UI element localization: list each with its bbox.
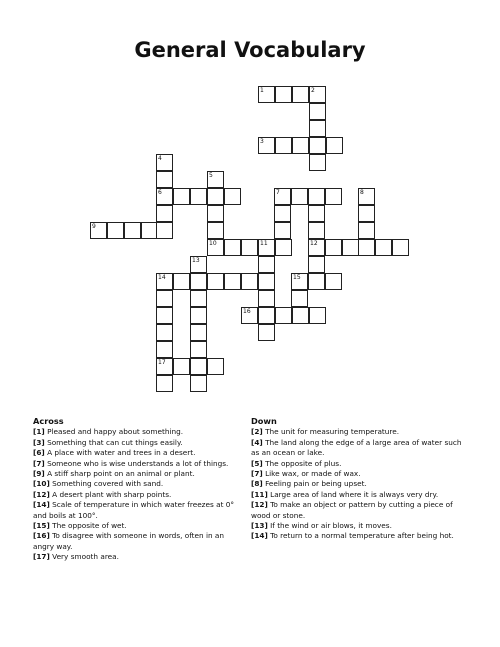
grid-cell[interactable] [358,205,375,222]
grid-cell[interactable] [173,273,190,290]
grid-cell[interactable] [207,273,224,290]
down-clue [251,479,466,489]
grid-cell[interactable] [325,273,342,290]
grid-cell[interactable] [224,273,241,290]
clue-text: Something covered with sand. [49,479,164,489]
grid-cell[interactable] [375,239,392,256]
clue-text: To return to a normal temperature after being hot. [267,531,454,541]
down-clues [251,416,466,542]
clue-number-5: 5 [209,172,213,179]
clue-number-1: 1 [260,87,264,94]
across-clue [33,552,246,562]
clue-text: To disagree with someone in words, often in an angry way. [33,531,225,551]
grid-cell[interactable] [309,120,326,137]
clue-number-14: 14 [158,274,166,281]
clue-number-15: 15 [293,274,301,281]
across-clue [33,427,246,437]
grid-cell[interactable] [156,290,173,307]
grid-cell[interactable] [308,205,325,222]
clue-number: [6] [33,448,45,458]
across-clue [33,500,246,521]
clue-number-9: 9 [92,223,96,230]
clue-number-11: 11 [260,240,268,247]
clue-text: The opposite of wet. [49,521,127,531]
clue-number: [17] [33,552,50,562]
across-clue [33,448,246,458]
clue-number-2: 2 [311,87,315,94]
clue-number-6: 6 [158,189,162,196]
clue-number: [9] [33,469,45,479]
clue-number-3: 3 [260,138,264,145]
down-heading: Down [251,416,277,426]
grid-cell[interactable] [190,375,207,392]
grid-cell[interactable] [190,324,207,341]
grid-cell[interactable] [207,222,224,239]
grid-cell[interactable] [258,273,275,290]
grid-cell[interactable] [274,222,291,239]
across-clue [33,521,246,531]
grid-cell[interactable] [190,290,207,307]
grid-cell[interactable] [207,358,224,375]
grid-cell[interactable] [156,222,173,239]
across-clues [33,416,246,563]
clue-text: Very smooth area. [49,552,119,562]
clue-text: Pleased and happy about something. [44,427,184,437]
grid-cell[interactable] [292,137,309,154]
clue-text: Scale of temperature in which water freezes at 0° and boils at 100°. [33,500,235,520]
grid-cell[interactable] [325,239,342,256]
across-clue [33,469,246,479]
clue-text: The opposite of plus. [262,458,342,468]
clue-text: Large area of land where it is always very dry. [267,489,439,499]
clue-number: [16] [33,531,50,541]
clue-number: [13] [251,521,268,531]
grid-cell[interactable] [190,273,207,290]
grid-cell[interactable] [241,239,258,256]
grid-cell[interactable] [241,273,258,290]
grid-cell[interactable] [156,171,173,188]
clue-number-4: 4 [158,155,162,162]
clue-text: Something that can cut things easily. [44,437,183,447]
clue-number: [4] [251,437,263,447]
grid-cell[interactable] [342,239,359,256]
grid-cell[interactable] [258,307,275,324]
down-clue [251,459,466,469]
grid-cell[interactable] [190,188,207,205]
grid-cell[interactable] [156,324,173,341]
across-clue-list [33,427,246,562]
grid-cell[interactable] [258,256,275,273]
clue-text: A place with water and trees in a desert. [44,448,196,458]
grid-cell[interactable] [326,137,343,154]
grid-cell[interactable] [308,256,325,273]
clue-number: [14] [33,500,50,510]
clue-text: The unit for measuring temperature. [262,427,400,437]
grid-cell[interactable] [308,188,325,205]
grid-cell[interactable] [308,222,325,239]
grid-cell[interactable] [173,188,190,205]
grid-cell[interactable] [190,358,207,375]
down-clue [251,500,466,521]
clue-number-12: 12 [310,240,318,247]
clue-number: [12] [251,500,268,510]
across-heading: Across [33,416,64,426]
grid-cell[interactable] [275,239,292,256]
grid-cell[interactable] [190,307,207,324]
grid-cell[interactable] [291,188,308,205]
grid-cell[interactable] [291,290,308,307]
clue-number: [5] [251,458,263,468]
clue-number-10: 10 [209,240,217,247]
clue-text: If the wind or air blows, it moves. [267,521,392,531]
clue-number-13: 13 [192,257,200,264]
across-clue [33,459,246,469]
grid-cell[interactable] [207,205,224,222]
clue-number: [12] [33,489,50,499]
clue-text: Feeling pain or being upset. [262,479,367,489]
clue-number: [15] [33,521,50,531]
clue-text: The land along the edge of a large area of water such as an ocean or lake. [251,437,462,458]
grid-cell[interactable] [358,222,375,239]
grid-cell[interactable] [358,239,375,256]
across-clue [33,531,246,552]
clue-number: [1] [33,427,45,437]
clue-number: [3] [33,437,45,447]
grid-cell[interactable] [156,375,173,392]
grid-cell[interactable] [156,307,173,324]
clue-text: A stiff sharp point on an animal or plant. [44,469,195,479]
grid-cell[interactable] [173,358,190,375]
grid-cell[interactable] [309,154,326,171]
grid-cell[interactable] [156,205,173,222]
clue-text: Someone who is wise understands a lot of things. [44,458,229,468]
grid-cell[interactable] [258,290,275,307]
clue-number-17: 17 [158,359,166,366]
grid-cell[interactable] [107,222,124,239]
down-clue [251,427,466,437]
clue-text: To make an object or pattern by cutting a piece of wood or stone. [251,500,453,520]
across-clue [33,438,246,448]
grid-cell[interactable] [224,188,241,205]
across-clue [33,479,246,489]
down-clue [251,490,466,500]
clue-number: [8] [251,479,263,489]
grid-cell[interactable] [274,205,291,222]
down-clue [251,531,466,541]
across-clue [33,490,246,500]
grid-cell[interactable] [275,137,292,154]
clue-number: [2] [251,427,263,437]
grid-cell[interactable] [207,188,224,205]
grid-cell[interactable] [325,188,342,205]
clue-number: [7] [33,458,45,468]
grid-cell[interactable] [292,86,309,103]
grid-cell[interactable] [190,341,207,358]
down-clue-list [251,427,466,541]
clue-number: [11] [251,489,268,499]
grid-cell[interactable] [156,341,173,358]
grid-cell[interactable] [309,103,326,120]
down-clue [251,469,466,479]
down-clue [251,438,466,459]
clue-text: A desert plant with sharp points. [49,489,172,499]
clue-number-16: 16 [243,308,251,315]
down-clue [251,521,466,531]
clue-number-7: 7 [276,189,280,196]
clue-number: [10] [33,479,50,489]
grid-cell[interactable] [308,273,325,290]
grid-cell[interactable] [292,307,309,324]
grid-cell[interactable] [258,324,275,341]
grid-cell[interactable] [124,222,141,239]
grid-cell[interactable] [275,307,292,324]
grid-cell[interactable] [224,239,241,256]
clue-number: [7] [251,469,263,479]
clue-number: [14] [251,531,268,541]
clue-text: Like wax, or made of wax. [262,469,361,479]
grid-cell[interactable] [392,239,409,256]
grid-cell[interactable] [309,307,326,324]
grid-cell[interactable] [275,86,292,103]
puzzle-title: General Vocabulary [134,38,366,62]
grid-cell[interactable] [309,137,326,154]
clue-number-8: 8 [360,189,364,196]
